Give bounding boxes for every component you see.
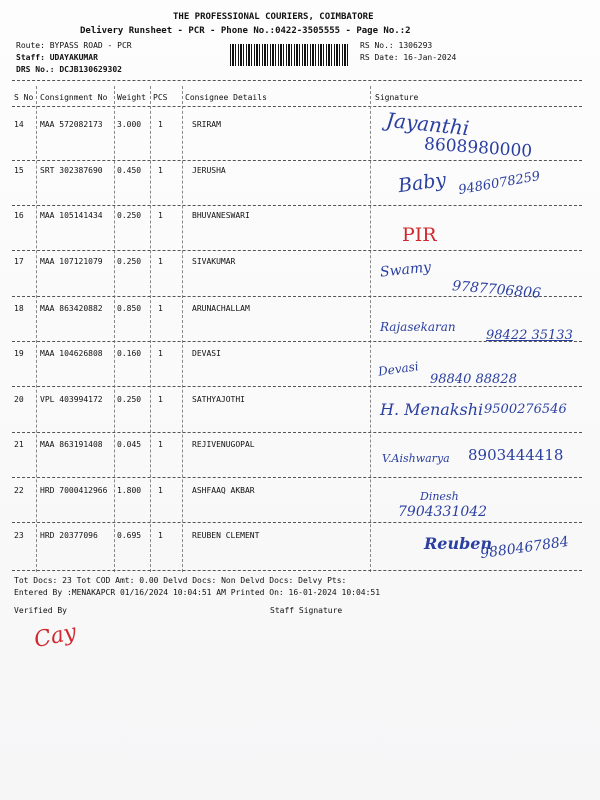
- row-consignment: MAA 104626808: [40, 349, 103, 358]
- barcode: [230, 44, 350, 66]
- signature-note-19: 98840 88828: [430, 372, 517, 387]
- signature-note-18: 98422 35133: [486, 328, 573, 343]
- row-consignment: SRT 302387690: [40, 166, 103, 175]
- signature-20: H. Menakshi: [380, 400, 484, 419]
- row-sno: 21: [14, 440, 24, 449]
- row-consignment: MAA 107121079: [40, 257, 103, 266]
- row-divider: [12, 250, 582, 251]
- row-pcs: 1: [158, 395, 163, 404]
- row-divider: [12, 477, 582, 478]
- rs-date: RS Date: 16-Jan-2024: [360, 53, 457, 62]
- row-divider: [12, 570, 582, 571]
- row-weight: 0.850: [117, 304, 142, 313]
- row-consignee: JERUSHA: [192, 166, 226, 175]
- signature-note-23: 9880467884: [479, 533, 570, 563]
- header-divider: [12, 80, 582, 81]
- signature-note-14: 8608980000: [423, 134, 533, 162]
- row-weight: 0.250: [117, 257, 142, 266]
- signature-note-20: 9500276546: [484, 402, 567, 417]
- row-sno: 22: [14, 486, 24, 495]
- row-consignee: SIVAKUMAR: [192, 257, 236, 266]
- signature-note-21: 8903444418: [468, 446, 564, 464]
- verifier-signature: Cay: [31, 619, 79, 654]
- row-sno: 16: [14, 211, 24, 220]
- row-consignment: VPL 403994172: [40, 395, 103, 404]
- signature-18: Rajasekaran: [380, 320, 456, 334]
- row-weight: 3.000: [117, 120, 142, 129]
- column-divider: [12, 106, 582, 107]
- row-weight: 0.160: [117, 349, 142, 358]
- row-sno: 15: [14, 166, 24, 175]
- row-consignment: MAA 105141434: [40, 211, 103, 220]
- row-weight: 0.250: [117, 211, 142, 220]
- row-pcs: 1: [158, 440, 163, 449]
- row-pcs: 1: [158, 349, 163, 358]
- row-consignment: MAA 572082173: [40, 120, 103, 129]
- row-sno: 19: [14, 349, 24, 358]
- col-consignment: Consignment No: [40, 93, 108, 102]
- row-sno: 23: [14, 531, 24, 540]
- route-label: Route: BYPASS ROAD - PCR: [16, 41, 132, 50]
- row-consignee: REJIVENUGOPAL: [192, 440, 255, 449]
- table-row: [0, 486, 600, 532]
- staff-label: Staff: UDAYAKUMAR: [16, 53, 98, 62]
- row-consignee: DEVASI: [192, 349, 221, 358]
- signature-14: Jayanthi: [384, 107, 471, 141]
- signature-19: Devasi: [377, 359, 420, 379]
- row-weight: 1.800: [117, 486, 142, 495]
- col-sno: S No: [14, 93, 34, 102]
- drs-number: DRS No.: DCJB130629302: [16, 65, 122, 74]
- col-weight: Weight: [117, 93, 146, 102]
- row-divider: [12, 205, 582, 206]
- signature-17: Swamy: [379, 259, 432, 281]
- row-pcs: 1: [158, 211, 163, 220]
- signature-note-22: 7904331042: [398, 504, 488, 520]
- col-consignee: Consignee Details: [185, 93, 267, 102]
- col-signature: Signature: [375, 93, 419, 102]
- runsheet-subtitle: Delivery Runsheet - PCR - Phone No.:0422-3505555 - Page No.:2: [80, 26, 411, 36]
- row-consignee: BHUVANESWARI: [192, 211, 250, 220]
- rs-number: RS No.: 1306293: [360, 41, 433, 50]
- row-divider: [12, 160, 582, 161]
- row-sno: 18: [14, 304, 24, 313]
- company-name: THE PROFESSIONAL COURIERS, COIMBATORE: [173, 12, 374, 22]
- signature-note-17: 9787706806: [451, 278, 542, 302]
- row-consignee: ASHFAAQ AKBAR: [192, 486, 255, 495]
- signature-22: Dinesh: [420, 490, 459, 503]
- row-pcs: 1: [158, 257, 163, 266]
- row-pcs: 1: [158, 304, 163, 313]
- row-sno: 20: [14, 395, 24, 404]
- signature-15: Baby: [396, 168, 448, 198]
- row-pcs: 1: [158, 166, 163, 175]
- row-weight: 0.045: [117, 440, 142, 449]
- totals-line: Tot Docs: 23 Tot COD Amt: 0.00 Delvd Docs: Non Delvd Docs: Delvy Pts:: [14, 576, 347, 585]
- verified-by-label: Verified By: [14, 606, 67, 615]
- signature-23: Reuben: [424, 534, 493, 553]
- row-consignment: HRD 20377096: [40, 531, 98, 540]
- row-pcs: 1: [158, 531, 163, 540]
- row-consignee: SRIRAM: [192, 120, 221, 129]
- row-consignment: MAA 863420882: [40, 304, 103, 313]
- entered-by-line: Entered By :MENAKAPCR 01/16/2024 10:04:51 AM Printed On: 16-01-2024 10:04:51: [14, 588, 381, 597]
- table-row: [0, 304, 600, 350]
- signature-16: PIR: [402, 224, 437, 246]
- col-pcs: PCS: [153, 93, 168, 102]
- row-divider: [12, 522, 582, 523]
- row-pcs: 1: [158, 120, 163, 129]
- signature-note-15: 9486078259: [457, 168, 542, 199]
- row-sno: 17: [14, 257, 24, 266]
- staff-signature-label: Staff Signature: [270, 606, 343, 615]
- row-consignee: REUBEN CLEMENT: [192, 531, 260, 540]
- row-consignee: ARUNACHALLAM: [192, 304, 250, 313]
- row-pcs: 1: [158, 486, 163, 495]
- row-weight: 0.450: [117, 166, 142, 175]
- signature-21: V.Aishwarya: [382, 452, 450, 465]
- row-weight: 0.250: [117, 395, 142, 404]
- row-consignment: HRD 7000412966: [40, 486, 108, 495]
- row-weight: 0.695: [117, 531, 142, 540]
- row-divider: [12, 432, 582, 433]
- row-consignment: MAA 863191408: [40, 440, 103, 449]
- row-sno: 14: [14, 120, 24, 129]
- row-consignee: SATHYAJOTHI: [192, 395, 245, 404]
